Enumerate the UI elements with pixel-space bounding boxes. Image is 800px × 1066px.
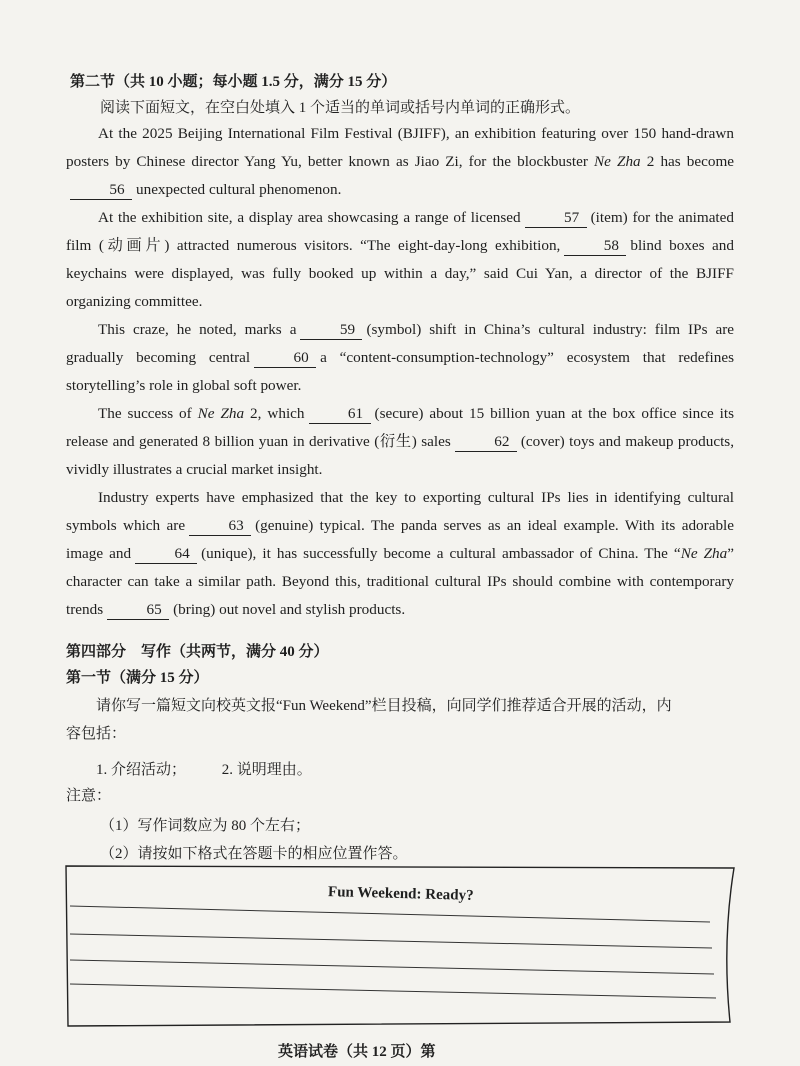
- film-title: Ne Zha: [680, 545, 728, 562]
- text: a “content-consumption-technology” ecosystem that redefines storytelling’s role in global soft power.: [66, 349, 734, 394]
- content-items: [96, 758, 344, 779]
- text: At the 2025 Beijing International Film Festival (BJIFF), an exhibition featuring over 150 hand-drawn posters by Chinese director Yang Yu, better known as Jiao Zi, for the blockbuster: [66, 125, 734, 170]
- blank-63[interactable]: 63: [189, 517, 251, 536]
- blank-58[interactable]: 58: [564, 237, 626, 256]
- answer-line: [70, 960, 714, 974]
- text: (bring) out novel and stylish products.: [173, 601, 406, 618]
- text: This craze, he noted, marks a: [98, 321, 297, 338]
- text: (cover) toys and makeup products, vividly illustrates a crucial market insight.: [66, 433, 734, 478]
- text: 2 has become: [640, 153, 734, 170]
- paragraph-1: [66, 120, 734, 204]
- blank-56[interactable]: 56: [70, 181, 132, 200]
- paragraph-5: [66, 484, 734, 624]
- blank-61[interactable]: 61: [309, 405, 371, 424]
- film-title: Ne Zha: [594, 153, 641, 170]
- part4-heading: 第四部分 写作（共两节，满分 40 分）: [66, 644, 329, 660]
- text: The success of: [98, 405, 198, 422]
- answer-line: [70, 906, 710, 922]
- blank-60[interactable]: 60: [254, 349, 316, 368]
- text: blind boxes and keychains were displayed, was fully booked up within a day,” said Cui Yan, a director of the BJIFF organizing committee.: [66, 237, 734, 310]
- writing-section-heading: 第一节（满分 15 分）: [66, 670, 209, 686]
- text: (unique), it has successfully become a cultural ambassador of China. The “: [201, 545, 681, 562]
- blank-64[interactable]: 64: [135, 545, 197, 564]
- paragraph-4: [66, 400, 734, 484]
- blank-65[interactable]: 65: [107, 601, 169, 620]
- text: 2, which: [244, 405, 305, 422]
- content-item-1: 1. 介绍活动；: [96, 762, 187, 778]
- text: (item) for the animated film (动画片) attracted numerous visitors. “The eight-day-long exhibition,: [66, 209, 734, 254]
- answer-line: [70, 934, 712, 948]
- film-title: Ne Zha: [197, 405, 245, 422]
- answer-title: Fun Weekend: Ready?: [327, 884, 474, 904]
- task-line-1: 请你写一篇短文向校英文报“Fun Weekend”栏目投稿，向同学们推荐适合开展的活动，内: [96, 698, 672, 714]
- reading-passage: [66, 120, 734, 624]
- text: (symbol) shift in China’s cultural industry: film IPs are gradually becoming central: [66, 321, 734, 366]
- note-2: （2）请按如下格式在答题卡的相应位置作答。: [100, 846, 408, 862]
- text: (secure) about 15 billion yuan at the box office since its release and generated 8 billion yuan in derivative (衍生) sales: [66, 405, 734, 450]
- writing-task: [66, 692, 732, 748]
- note-1: （1）写作词数应为 80 个左右；: [100, 818, 311, 834]
- blank-62[interactable]: 62: [455, 433, 517, 452]
- answer-line: [70, 984, 716, 998]
- text: ” character can take a similar path. Beyond this, traditional cultural IPs should combine with contemporary trends: [66, 545, 734, 618]
- text: unexpected cultural phenomenon.: [136, 181, 342, 198]
- paragraph-2: [66, 204, 734, 316]
- text: Industry experts have emphasized that the key to exporting cultural IPs lies in identifying cultural symbols which are: [66, 489, 734, 534]
- blank-59[interactable]: 59: [300, 321, 362, 340]
- text: (genuine) typical. The panda serves as an ideal example. With its adorable image and: [66, 517, 734, 562]
- text: At the exhibition site, a display area showcasing a range of licensed: [98, 209, 521, 226]
- content-item-2: 2. 说明理由。: [221, 762, 312, 778]
- task-line-2: 容包括：: [66, 726, 127, 742]
- blank-57[interactable]: 57: [525, 209, 587, 228]
- paragraph-3: [66, 316, 734, 400]
- page-footer: 英语试卷（共 12 页）第: [278, 1044, 436, 1060]
- section-instruction: 阅读下面短文，在空白处填入 1 个适当的单词或括号内单词的正确形式。: [100, 100, 581, 116]
- section-heading: 第二节（共 10 小题；每小题 1.5 分，满分 15 分）: [70, 74, 397, 90]
- note-label: 注意：: [66, 788, 112, 804]
